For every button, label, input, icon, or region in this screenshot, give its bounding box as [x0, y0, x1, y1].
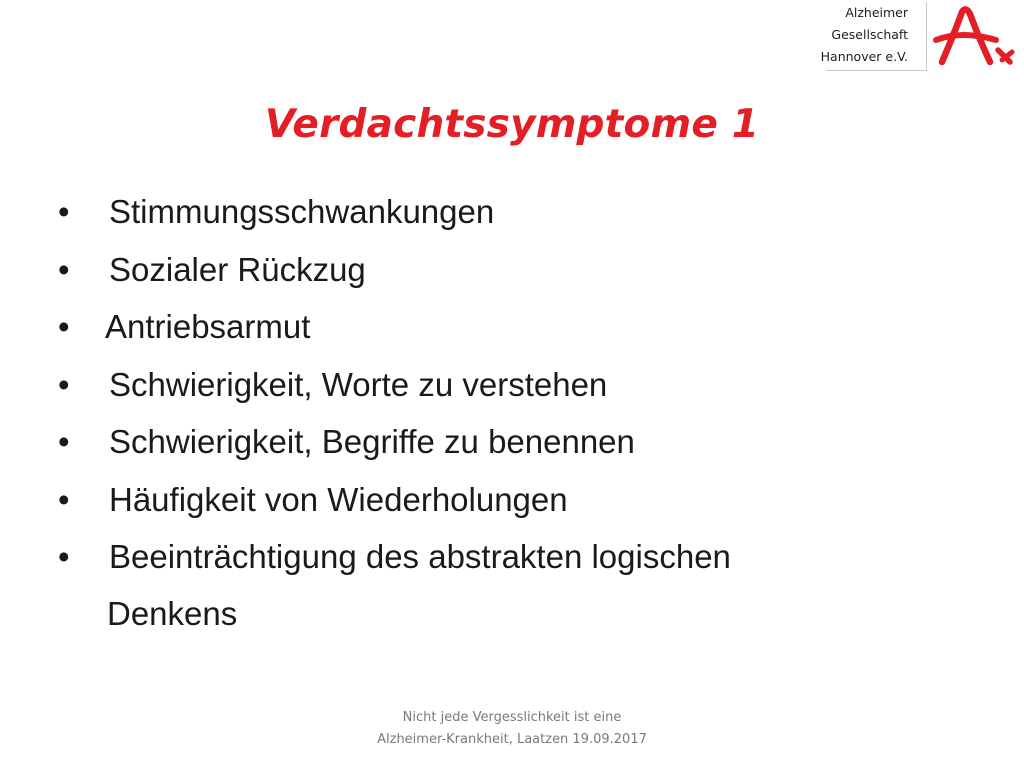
- list-item-text: Sozialer Rückzug: [109, 250, 366, 288]
- list-item-text: Häufigkeit von Wiederholungen: [109, 480, 568, 518]
- alzheimer-a-logo-icon: [932, 4, 1018, 70]
- logo-line-1: Alzheimer: [845, 5, 908, 20]
- list-item-text: Schwierigkeit, Begriffe zu benennen: [109, 423, 635, 460]
- bullet-icon: •: [58, 423, 70, 460]
- slide-footer: [312, 707, 712, 751]
- logo-divider-vertical: [926, 2, 927, 71]
- list-item-continuation: Denkens: [107, 595, 238, 632]
- list-item-text: Schwierigkeit, Worte zu verstehen: [109, 365, 608, 403]
- bullet-icon: •: [58, 480, 70, 518]
- symptom-list: [58, 186, 958, 589]
- list-item-text: Beeinträchtigung des abstrakten logischen: [109, 538, 731, 575]
- list-item: [58, 531, 958, 589]
- organization-logo: [820, 2, 1020, 72]
- bullet-icon: •: [58, 193, 70, 230]
- list-item-text: Antriebsarmut: [105, 308, 311, 345]
- list-item: [58, 186, 958, 244]
- list-item: [58, 244, 958, 302]
- logo-line-2: Gesellschaft: [831, 27, 908, 42]
- bullet-icon: •: [58, 538, 70, 575]
- bullet-icon: •: [58, 365, 70, 403]
- list-item: [58, 301, 958, 359]
- footer-line-1: Nicht jede Vergesslichkeit ist eine: [402, 710, 622, 725]
- list-item: [58, 474, 958, 532]
- list-item: [58, 359, 958, 417]
- logo-divider-horizontal: [826, 70, 926, 71]
- list-item-text: Stimmungsschwankungen: [109, 193, 495, 230]
- logo-line-3: Hannover e.V.: [820, 49, 908, 64]
- list-item: [58, 416, 958, 474]
- footer-line-2: Alzheimer-Krankheit, Laatzen 19.09.2017: [377, 732, 647, 747]
- bullet-icon: •: [58, 250, 70, 288]
- bullet-icon: •: [58, 308, 70, 345]
- slide-title: Verdachtssymptome 1: [264, 102, 760, 147]
- logo-text: [821, 2, 908, 68]
